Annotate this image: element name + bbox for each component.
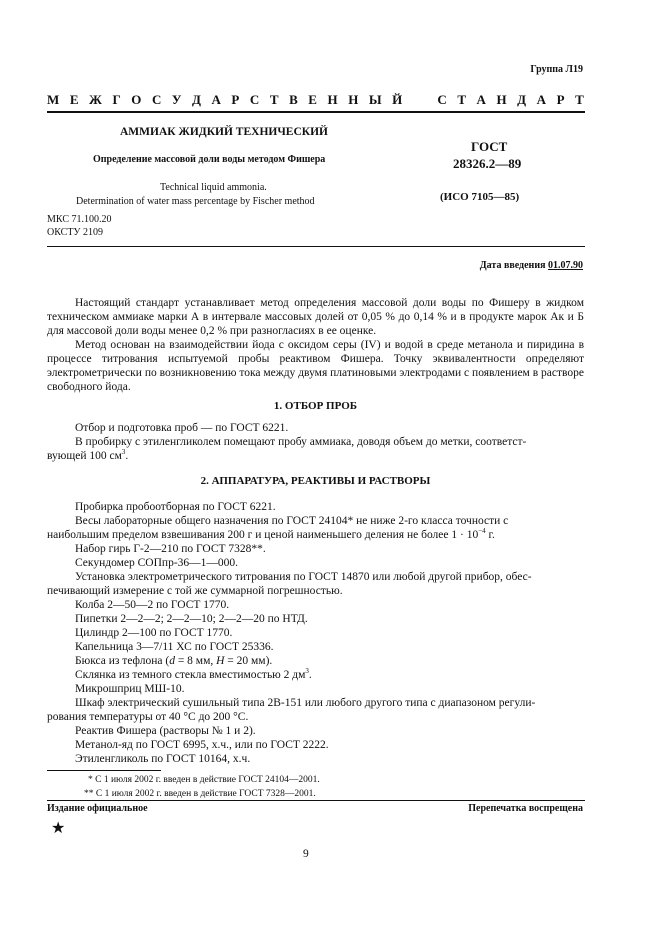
list-item: рования температуры от 40 °С до 200 °С. bbox=[47, 711, 249, 723]
list-item: Колба 2—50—2 по ГОСТ 1770. bbox=[75, 599, 230, 611]
banner-letter: Н bbox=[348, 92, 359, 107]
list-item: печивающий измерение с той же суммарной погрешностью. bbox=[47, 585, 343, 597]
text-run: H bbox=[216, 655, 225, 667]
banner-letter: Ж bbox=[89, 92, 102, 107]
banner-letter: М bbox=[47, 92, 60, 107]
section-1-line-2: В пробирку с этиленгликолем помещают пробу аммиака, доводя объем до метки, соответст- bbox=[75, 436, 527, 448]
intro-paragraph-2: Метод основан на взаимодействии йода с оксидом серы (IV) и водой в среде метанола и пиридина в процессе титрования испытуемой пробы реактивом Фишера. Точку эквивалентности определяют электрометрически по возникновению тока между двумя платиновыми электродами с появлением в растворе свободного йода. bbox=[47, 339, 584, 393]
list-item: Установка электрометрического титрования по ГОСТ 14870 или любой другой прибор, обес- bbox=[75, 571, 532, 583]
section-1-line-3 bbox=[47, 449, 128, 463]
list-item: Пипетки 2—2—2; 2—2—10; 2—2—20 по НТД. bbox=[75, 613, 308, 625]
text-run: Бюкса из тефлона ( bbox=[75, 655, 170, 667]
document-title: АММИАК ЖИДКИЙ ТЕХНИЧЕСКИЙ bbox=[120, 126, 328, 138]
section-1-line-1: Отбор и подготовка проб — по ГОСТ 6221. bbox=[75, 422, 289, 434]
list-item bbox=[75, 668, 312, 682]
superscript: 3 bbox=[305, 667, 309, 676]
banner-letter: А bbox=[476, 92, 486, 107]
official-edition-label: Издание официальное bbox=[47, 803, 148, 814]
page-number: 9 bbox=[303, 848, 309, 860]
footnote-2: ** С 1 июля 2002 г. введен в действие ГОСТ 7328—2001. bbox=[84, 789, 316, 799]
list-item: Микрошприц МШ-10. bbox=[75, 683, 185, 695]
text-run: Склянка из темного стекла вместимостью 2 дм bbox=[75, 669, 306, 681]
list-item: Пробирка пробоотборная по ГОСТ 6221. bbox=[75, 501, 276, 513]
banner-letter: С bbox=[151, 92, 162, 107]
text-run: d bbox=[169, 655, 175, 667]
effective-date-value: 01.07.90 bbox=[548, 260, 583, 271]
header-rule bbox=[47, 111, 585, 113]
list-item: Весы лабораторные общего назначения по ГОСТ 24104* не ниже 2-го класса точности с bbox=[75, 515, 509, 527]
banner-letter: С bbox=[437, 92, 447, 107]
banner-letter: О bbox=[131, 92, 142, 107]
list-item: Секундомер СОПпр-36—1—000. bbox=[75, 557, 239, 569]
banner-letter: Т bbox=[269, 92, 279, 107]
gost-label: ГОСТ bbox=[471, 139, 508, 154]
english-title: Technical liquid ammonia. bbox=[160, 182, 267, 193]
section-2-heading: 2. АППАРАТУРА, РЕАКТИВЫ И РАСТВОРЫ bbox=[200, 475, 431, 487]
interstate-standard-banner bbox=[47, 92, 584, 108]
banner-letter: Т bbox=[457, 92, 466, 107]
english-subtitle: Determination of water mass percentage by Fischer method bbox=[76, 196, 315, 207]
banner-letter: Г bbox=[112, 92, 121, 107]
section-1-heading: 1. ОТБОР ПРОБ bbox=[273, 400, 358, 412]
reprint-prohibited-label: Перепечатка воспрещена bbox=[468, 803, 583, 814]
superscript: 3 bbox=[121, 448, 126, 457]
list-item: Набор гирь Г-2—210 по ГОСТ 7328**. bbox=[75, 543, 266, 555]
document-subtitle: Определение массовой доли воды методом Фишера bbox=[93, 154, 326, 165]
footnote-divider bbox=[47, 770, 161, 771]
banner-letter: Р bbox=[231, 92, 240, 107]
banner-letter: Е bbox=[308, 92, 317, 107]
text-run: = 20 мм). bbox=[224, 655, 273, 667]
banner-letter: Ы bbox=[368, 92, 382, 107]
list-item bbox=[75, 654, 272, 668]
list-item bbox=[47, 528, 495, 542]
okstu-code: ОКСТУ 2109 bbox=[47, 227, 104, 238]
banner-letter: Й bbox=[392, 92, 403, 107]
list-item: Цилиндр 2—100 по ГОСТ 1770. bbox=[75, 627, 233, 639]
gost-number: 28326.2—89 bbox=[453, 156, 522, 171]
banner-letter: Д bbox=[191, 92, 201, 107]
banner-gap bbox=[413, 92, 427, 108]
footnote-1: * С 1 июля 2002 г. введен в действие ГОСТ 24104—2001. bbox=[88, 775, 320, 785]
text-run: вующей 100 см bbox=[47, 450, 122, 462]
text-run: = 8 мм, bbox=[174, 655, 217, 667]
banner-letter: Д bbox=[517, 92, 527, 107]
effective-date-label: Дата введения bbox=[479, 260, 546, 271]
text-run: . bbox=[308, 669, 312, 681]
iso-reference: (ИСО 7105—85) bbox=[440, 191, 520, 203]
footer-rule bbox=[47, 800, 585, 801]
banner-letter: Н bbox=[327, 92, 338, 107]
banner-letter: Т bbox=[575, 92, 584, 107]
text-run: наибольшим пределом взвешивания 200 г и ценой наименьшего деления не более 1 · 10 bbox=[47, 529, 479, 541]
list-item: Капельница 3—7/11 ХС по ГОСТ 25336. bbox=[75, 641, 274, 653]
banner-letter: С bbox=[249, 92, 260, 107]
list-item: Шкаф электрический сушильный типа 2В-151 или любого другого типа с диапазоном регули- bbox=[75, 697, 536, 709]
list-item: Этиленгликоль по ГОСТ 10164, х.ч. bbox=[75, 753, 251, 765]
title-divider bbox=[47, 246, 585, 247]
text-run: . bbox=[125, 450, 129, 462]
intro-paragraph-1: Настоящий стандарт устанавливает метод определения массовой доли воды по Фишеру в жидком техническом аммиаке марки А в интервале массовых долей от 0,05 % до 0,14 % и в продукте марок Ак и Б для массовой доли воды менее 0,2 % при разногласиях в ее оценке. bbox=[47, 297, 584, 337]
list-item: Метанол-яд по ГОСТ 6995, х.ч., или по ГОСТ 2222. bbox=[75, 739, 329, 751]
text-run: г. bbox=[485, 529, 495, 541]
banner-letter: В bbox=[289, 92, 298, 107]
mks-code: МКС 71.100.20 bbox=[47, 214, 112, 225]
list-item: Реактив Фишера (растворы № 1 и 2). bbox=[75, 725, 256, 737]
effective-date bbox=[480, 260, 583, 271]
banner-letter: Р bbox=[556, 92, 565, 107]
star-icon: ★ bbox=[51, 820, 66, 837]
banner-letter: Е bbox=[69, 92, 79, 107]
banner-letter: У bbox=[171, 92, 182, 107]
superscript: −4 bbox=[478, 527, 486, 536]
group-code: Группа Л19 bbox=[530, 64, 583, 75]
banner-letter: А bbox=[211, 92, 221, 107]
banner-letter: А bbox=[536, 92, 547, 107]
banner-letter: Н bbox=[496, 92, 507, 107]
